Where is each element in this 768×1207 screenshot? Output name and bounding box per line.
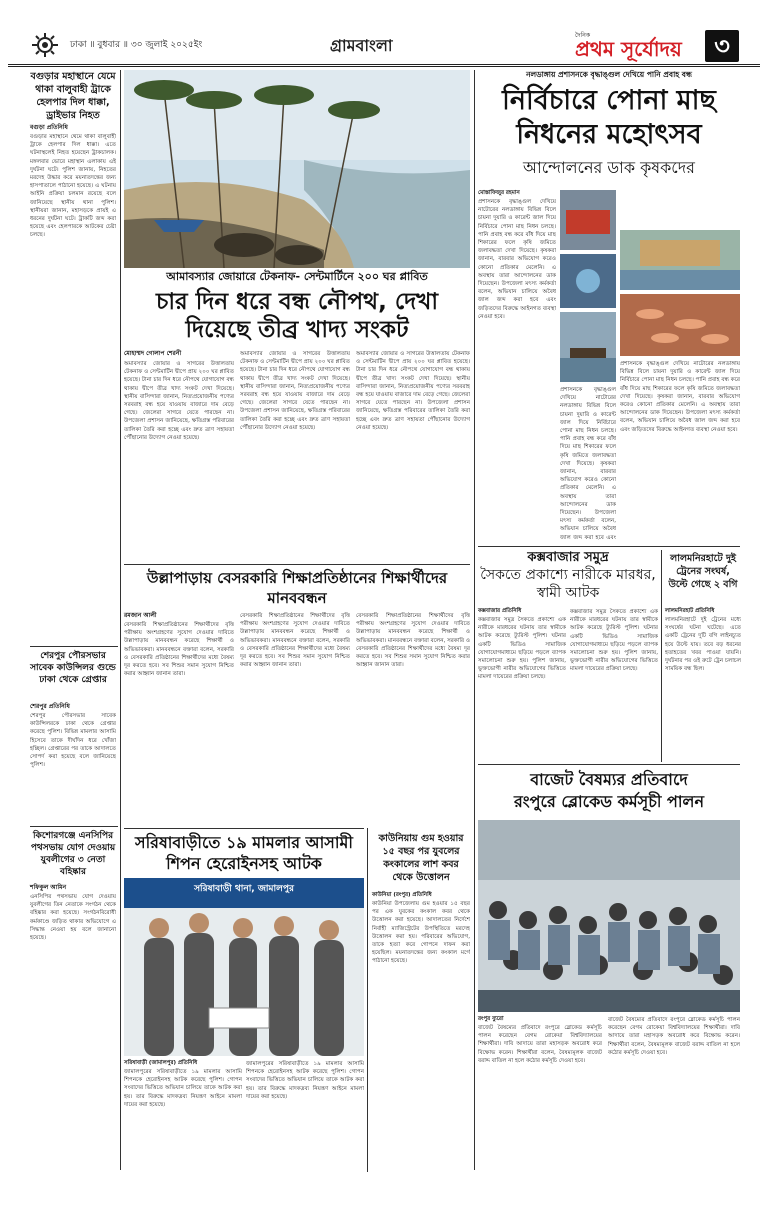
fish-subhead: আন্দোলনের ডাক কৃষকদের	[523, 158, 695, 177]
ullapara-body-col1: বেসরকারি শিক্ষাপ্রতিষ্ঠানের শিক্ষার্থীদের বৃত্তি পরীক্ষায় অংশগ্রহণের সুযোগ দেওয়ার দাবিতে উল্লাপাড়ায় মানববন্ধন করেছে শিক্ষার্থী ও অভিভাবকরা। মানববন্ধনে বক্তারা বলেন, সরকারি ও বেসরকারি প্রতিষ্ঠানের শিক্ষার্থীদের মধ্যে বৈষম্য দূর করতে হবে। সব শিশুর সমান সুযোগ নিশ্চিত করার আহ্বান জানান তারা।	[124, 622, 234, 678]
coxsbazar-byline: কক্সবাজার প্রতিনিধি	[478, 608, 522, 614]
rangpur-kicker: বাজেট বৈষম্যর প্রতিবাদে	[530, 770, 688, 789]
ullapara-body-col2: বেসরকারি শিক্ষাপ্রতিষ্ঠানের শিক্ষার্থীদের বৃত্তি পরীক্ষায় অংশগ্রহণের সুযোগ দেওয়ার দাবিতে উল্লাপাড়ায় মানববন্ধন করেছে শিক্ষার্থী ও অভিভাবকরা। মানববন্ধনে বক্তারা বলেন, সরকারি ও বেসরকারি প্রতিষ্ঠানের শিক্ষার্থীদের মধ্যে বৈষম্য দূর করতে হবে। সব শিশুর সমান সুযোগ নিশ্চিত করার আহ্বান জানান তারা।	[240, 613, 350, 669]
header-rule	[8, 64, 760, 65]
kishorganj-byline: শফিকুল আমিন	[30, 884, 67, 891]
fish-photo-5	[560, 312, 616, 382]
sarishabari-photo-sign: সরিষাবাড়ী থানা, জামালপুর	[194, 884, 294, 894]
sherpur-body: শেরপুর পৌরসভার সাবেক কাউন্সিলরকে ঢাকা থেকে গ্রেপ্তার করেছে পুলিশ। বিভিন্ন মামলার আসামি হিসেবে তাকে দীর্ঘদিন ধরে খোঁজা হচ্ছিল। গ্রেপ্তারের পর তাকে আদালতে সোপর্দ করা হয়েছে বলে জানিয়েছে পুলিশ।	[30, 713, 116, 769]
fish-headline: নির্বিচারে পোনা মাছ নিধনের মহোৎসব	[502, 85, 716, 150]
teknaf-byline: মোহাম্মদ গোলাপ শেরনী	[124, 350, 182, 357]
sarishabari-byline: সরিষাবাড়ী (জামালপুর) প্রতিনিধি	[124, 1060, 198, 1066]
sarishabari-body-col2: জামালপুরের সরিষাবাড়ীতে ১৯ মামলার আসামি শিপনকে হেরোইনসহ আটক করেছে পুলিশ। গোপন সংবাদের ভিত্তিতে অভিযান চালিয়ে তাকে আটক করা হয়। তার বিরুদ্ধে মাদকদ্রব্য নিয়ন্ত্রণ আইনে মামলা দায়ের করা হয়েছে।	[246, 1061, 364, 1100]
header-rule-2	[8, 66, 760, 67]
coxsbazar-body-col2: কক্সবাজার সমুদ্র সৈকতে প্রকাশ্যে এক নারীকে মারধরের ঘটনায় তার স্বামীকে আটক করেছে ট্যুরিস্ট পুলিশ। ঘটনার একটি ভিডিও সামাজিক যোগাযোগমাধ্যমে ছড়িয়ে পড়লে ব্যাপক সমালোচনা শুরু হয়। পুলিশ জানায়, ভুক্তভোগী নারীর অভিযোগের ভিত্তিতে মামলা দায়েরের প্রক্রিয়া চলছে।	[570, 609, 658, 673]
bogura-byline: বগুড়া প্রতিনিধি	[30, 124, 68, 131]
lalmonirhat-body: লালমনিরহাটে দুই ট্রেনের মধ্যে সংঘর্ষের ঘটনা ঘটেছে। এতে একটি ট্রেনের দুটি বগি লাইনচ্যুত হয়ে উল্টে যায়। তবে বড় ধরনের হতাহতের খবর পাওয়া যায়নি। দুর্ঘটনার পর ওই রুটে ট্রেন চলাচল সাময়িক বন্ধ ছিল।	[665, 617, 741, 673]
teknaf-photo	[124, 70, 470, 268]
ullapara-byline: রমজান আলী	[124, 612, 157, 619]
bogura-body: বগুড়ার মহাস্থানে থেমে থাকা বালুবাহী ট্রাকে হেলপার দিল ধাক্কা। এতে ঘটনাস্থলেই নিহত হয়েছেন ট্রাকচালক। মঙ্গলবার ভোরে মহাস্থান এলাকায় এই দুর্ঘটনা ঘটে। পুলিশ জানায়, নিহতের মরদেহ উদ্ধার করে ময়নাতদন্তের জন্য হাসপাতালে পাঠানো হয়েছে। এ ঘটনায় আইনি প্রক্রিয়া চলমান রয়েছে বলে জানিয়েছে স্থানীয় থানা পুলিশ। স্থানীয়রা জানান, মহাসড়কে প্রায়ই এ ধরনের দুর্ঘটনা ঘটে। ট্রাকটি জব্দ করা হয়েছে এবং হেলপারকে আটকের চেষ্টা চলছে।	[30, 134, 116, 239]
ullapara-body-col3: বেসরকারি শিক্ষাপ্রতিষ্ঠানের শিক্ষার্থীদের বৃত্তি পরীক্ষায় অংশগ্রহণের সুযোগ দেওয়ার দাবিতে উল্লাপাড়ায় মানববন্ধন করেছে শিক্ষার্থী ও অভিভাবকরা। মানববন্ধনে বক্তারা বলেন, সরকারি ও বেসরকারি প্রতিষ্ঠানের শিক্ষার্থীদের মধ্যে বৈষম্য দূর করতে হবে। সব শিশুর সমান সুযোগ নিশ্চিত করার আহ্বান জানান তারা।	[356, 613, 470, 669]
fish-body-col3: প্রশাসনকে বৃদ্ধাঙ্গুল দেখিয়ে নাটোরের নলডাঙ্গায় বিভিন্ন বিলে চায়না দুয়ারি ও কারেন্ট জাল দিয়ে নির্বিচারে পোনা মাছ নিধন চলছে। পানি প্রবাহ বন্ধ করে বাঁধ দিয়ে মাছ শিকারের ফলে কৃষি জমিতে জলাবদ্ধতা দেখা দিয়েছে। কৃষকরা জানান, বারবার অভিযোগ করেও কোনো প্রতিকার মেলেনি। এ অবস্থায় তারা আন্দোলনের ডাক দিয়েছেন। উপজেলা মৎস্য কর্মকর্তা বলেন, অভিযান চালিয়ে অবৈধ জাল জব্দ করা হবে এবং জড়িতদের বিরুদ্ধে আইনগত ব্যবস্থা নেওয়া হবে।	[620, 361, 740, 433]
masthead: প্রথম সূর্যোদয়	[575, 37, 682, 61]
fish-kicker: নলডাঙ্গায় প্রশাসনকে বৃদ্ধাঙ্গুল দেখিয়ে পানি প্রবাহ বন্ধ	[526, 70, 692, 79]
kaunia-body: কাউনিয়া উপজেলায় গুম হওয়ার ১৫ বছর পর এক যুবকের কংকাল কবর থেকে উত্তোলন করা হয়েছে। আদালতের নির্দেশে নির্বাহী ম্যাজিস্ট্রেটের উপস্থিতিতে মরদেহ উত্তোলন করা হয়। পরিবারের অভিযোগ, তাকে হত্যা করে গোপনে দাফন করা হয়েছিল। ময়নাতদন্তের জন্য কংকাল মর্গে পাঠানো হয়েছে।	[372, 901, 470, 965]
teknaf-body-col1: অমাবস্যার জোয়ার ও সাগরের উত্তালতায় টেকনাফ ও সেন্টমার্টিন দ্বীপে প্রায় ২০০ ঘর প্লাবিত হয়েছে। টানা চার দিন ধরে নৌপথে যোগাযোগ বন্ধ থাকায় দ্বীপে তীব্র খাদ্য সংকট দেখা দিয়েছে। স্থানীয় বাসিন্দারা জানান, নিত্যপ্রয়োজনীয় পণ্যের সরবরাহ বন্ধ হয়ে যাওয়ায় বাজারে দাম বেড়ে গেছে। জেলেরা সাগরে যেতে পারছেন না। উপজেলা প্রশাসন জানিয়েছে, ক্ষতিগ্রস্ত পরিবারের তালিকা তৈরি করা হচ্ছে এবং দ্রুত ত্রাণ সহায়তা পৌঁছানোর উদ্যোগ নেওয়া হয়েছে।	[124, 361, 234, 441]
ullapara-headline: উল্লাপাড়ায় বেসরকারি শিক্ষাপ্রতিষ্ঠানের শিক্ষার্থীদের মানববন্ধন	[146, 569, 448, 607]
column-rule	[474, 70, 475, 1170]
column-rule	[367, 828, 368, 1172]
lalmonirhat-headline: লালমনিরহাটে দুই ট্রেনের সংঘর্ষ, উল্টে গেছে ২ বগি	[668, 553, 738, 590]
teknaf-body-col3: অমাবস্যার জোয়ার ও সাগরের উত্তালতায় টেকনাফ ও সেন্টমার্টিন দ্বীপে প্রায় ২০০ ঘর প্লাবিত হয়েছে। টানা চার দিন ধরে নৌপথে যোগাযোগ বন্ধ থাকায় দ্বীপে তীব্র খাদ্য সংকট দেখা দিয়েছে। স্থানীয় বাসিন্দারা জানান, নিত্যপ্রয়োজনীয় পণ্যের সরবরাহ বন্ধ হয়ে যাওয়ায় বাজারে দাম বেড়ে গেছে। জেলেরা সাগরে যেতে পারছেন না। উপজেলা প্রশাসন জানিয়েছে, ক্ষতিগ্রস্ত পরিবারের তালিকা তৈরি করা হচ্ছে এবং দ্রুত ত্রাণ সহায়তা পৌঁছানোর উদ্যোগ নেওয়া হয়েছে।	[356, 351, 470, 431]
fish-photo-3	[620, 230, 740, 290]
section-title: গ্রামবাংলা	[330, 36, 393, 55]
rangpur-byline: রংপুর ব্যুরো	[478, 1016, 504, 1022]
bogura-headline: বগুড়ার মহাস্থানে যেমে থাকা বালুবাহী ট্রাকে হেলপার দিল ধাক্কা, ড্রাইভার নিহত	[30, 71, 116, 121]
divider	[124, 828, 364, 829]
fish-body-col1: প্রশাসনকে বৃদ্ধাঙ্গুল দেখিয়ে নাটোরের নলডাঙ্গায় বিভিন্ন বিলে চায়না দুয়ারি ও কারেন্ট জাল দিয়ে নির্বিচারে পোনা মাছ নিধন চলছে। পানি প্রবাহ বন্ধ করে বাঁধ দিয়ে মাছ শিকারের ফলে কৃষি জমিতে জলাবদ্ধতা দেখা দিয়েছে। কৃষকরা জানান, বারবার অভিযোগ করেও কোনো প্রতিকার মেলেনি। এ অবস্থায় তারা আন্দোলনের ডাক দিয়েছেন। উপজেলা মৎস্য কর্মকর্তা বলেন, অভিযান চালিয়ে অবৈধ জাল জব্দ করা হবে এবং জড়িতদের বিরুদ্ধে আইনগত ব্যবস্থা নেওয়া হবে।	[478, 199, 556, 320]
sherpur-headline: শেরপুর পৌরসভার সাবেক কাউন্সিলর গুন্ডে ঢাকা থেকে গ্রেপ্তার	[30, 651, 116, 685]
divider	[124, 564, 470, 565]
coxsbazar-headline-top: কক্সবাজার সমুদ্র	[527, 550, 609, 565]
column-rule	[661, 550, 662, 762]
teknaf-kicker: আমাবস্যার জোয়ারে টেকনাফ- সেন্টমার্টিনে ২০০ ঘর প্লাবিত	[166, 270, 428, 283]
rangpur-headline: রংপুরে ব্লোকেড কর্মসূচী পালন	[513, 792, 705, 811]
fish-photo-1	[560, 190, 616, 250]
divider	[30, 646, 118, 647]
rangpur-body-col2: বাজেট বৈষম্যের প্রতিবাদে রংপুরে ব্লোকেড কর্মসূচি পালন করেছেন বেগম রোকেয়া বিশ্ববিদ্যালয়ের শিক্ষার্থীরা। দাবি আদায়ে তারা মহাসড়ক অবরোধ করে বিক্ষোভ করেন। শিক্ষার্থীরা বলেন, বৈষম্যমূলক বাজেট বরাদ্দ বাতিল না হলে কঠোর কর্মসূচি দেওয়া হবে।	[608, 1017, 740, 1056]
column-rule	[120, 70, 121, 1170]
kishorganj-body: এনসিপির পথসভায় যোগ দেওয়ায় যুবলীগের তিন নেতাকে সংগঠন থেকে বহিষ্কার করা হয়েছে। সংগঠনবিরোধী কর্মকাণ্ডে জড়িত থাকার অভিযোগে এ সিদ্ধান্ত নেওয়া হয় বলে জানানো হয়েছে।	[30, 894, 116, 942]
kishorganj-headline: কিশোরগঞ্জে এনসিপির পথসভায় যোগ দেওয়ায় যুবলীগের ৩ নেতা বহিষ্কার	[30, 831, 116, 877]
fish-body-col2: প্রশাসনকে বৃদ্ধাঙ্গুল দেখিয়ে নাটোরের নলডাঙ্গায় বিভিন্ন বিলে চায়না দুয়ারি ও কারেন্ট জাল দিয়ে নির্বিচারে পোনা মাছ নিধন চলছে। পানি প্রবাহ বন্ধ করে বাঁধ দিয়ে মাছ শিকারের ফলে কৃষি জমিতে জলাবদ্ধতা দেখা দিয়েছে। কৃষকরা জানান, বারবার অভিযোগ করেও কোনো প্রতিকার মেলেনি। এ অবস্থায় তারা আন্দোলনের ডাক দিয়েছেন। উপজেলা মৎস্য কর্মকর্তা বলেন, অভিযান চালিয়ে অবৈধ জাল জব্দ করা হবে এবং	[560, 387, 616, 541]
divider	[30, 826, 118, 827]
kaunia-headline: কাউনিয়ায় গুম হওয়ার ১৫ বছর পর যুবলের কংকালের লাশ কবর থেকে উত্তোলন	[378, 833, 464, 883]
coxsbazar-body-col1: কক্সবাজার সমুদ্র সৈকতে প্রকাশ্যে এক নারীকে মারধরের ঘটনায় তার স্বামীকে আটক করেছে ট্যুরিস্ট পুলিশ। ঘটনার একটি ভিডিও সামাজিক যোগাযোগমাধ্যমে ছড়িয়ে পড়লে ব্যাপক সমালোচনা শুরু হয়। পুলিশ জানায়, ভুক্তভোগী নারীর অভিযোগের ভিত্তিতে মামলা দায়েরের প্রক্রিয়া চলছে।	[478, 617, 566, 681]
fish-byline: মোস্তাফিজুর রহমান	[478, 190, 520, 196]
coxsbazar-headline: সৈকতে প্রকাশ্যে নারীকে মারধর, স্বামী আটক	[480, 567, 656, 601]
sarishabari-body-col1: জামালপুরের সরিষাবাড়ীতে ১৯ মামলার আসামি শিপনকে হেরোইনসহ আটক করেছে পুলিশ। গোপন সংবাদের ভিত্তিতে অভিযান চালিয়ে তাকে আটক করা হয়। তার বিরুদ্ধে মাদকদ্রব্য নিয়ন্ত্রণ আইনে মামলা দায়ের করা হয়েছে।	[124, 1069, 242, 1108]
page-number: ৩	[705, 30, 739, 62]
sarishabari-photo	[124, 878, 364, 1056]
masthead-small: দৈনিক	[575, 32, 591, 39]
divider	[478, 546, 740, 547]
kaunia-byline: কাউনিয়া (রংপুর) প্রতিনিধি	[372, 892, 432, 898]
lalmonirhat-byline: লালমনিরহাট প্রতিনিধি	[665, 608, 715, 614]
rangpur-photo	[478, 820, 740, 1012]
sherpur-byline: শেরপুর প্রতিনিধি	[30, 703, 70, 710]
teknaf-headline: চার দিন ধরে বন্ধ নৌপথ, দেখা দিয়েছে তীব্র খাদ্য সংকট	[155, 289, 439, 343]
divider	[478, 764, 740, 765]
sarishabari-headline: সরিষাবাড়ীতে ১৯ মামলার আসামী শিপন হেরোইনসহ আটক	[135, 833, 353, 873]
teknaf-body-col2: অমাবস্যার জোয়ার ও সাগরের উত্তালতায় টেকনাফ ও সেন্টমার্টিন দ্বীপে প্রায় ২০০ ঘর প্লাবিত হয়েছে। টানা চার দিন ধরে নৌপথে যোগাযোগ বন্ধ থাকায় দ্বীপে তীব্র খাদ্য সংকট দেখা দিয়েছে। স্থানীয় বাসিন্দারা জানান, নিত্যপ্রয়োজনীয় পণ্যের সরবরাহ বন্ধ হয়ে যাওয়ায় বাজারে দাম বেড়ে গেছে। জেলেরা সাগরে যেতে পারছেন না। উপজেলা প্রশাসন জানিয়েছে, ক্ষতিগ্রস্ত পরিবারের তালিকা তৈরি করা হচ্ছে এবং দ্রুত ত্রাণ সহায়তা পৌঁছানোর উদ্যোগ নেওয়া হয়েছে।	[240, 351, 350, 431]
fish-photo-4	[620, 294, 740, 356]
rangpur-body-col1: বাজেট বৈষম্যের প্রতিবাদে রংপুরে ব্লোকেড কর্মসূচি পালন করেছেন বেগম রোকেয়া বিশ্ববিদ্যালয়ের শিক্ষার্থীরা। দাবি আদায়ে তারা মহাসড়ক অবরোধ করে বিক্ষোভ করেন। শিক্ষার্থীরা বলেন, বৈষম্যমূলক বাজেট বরাদ্দ বাতিল না হলে কঠোর কর্মসূচি দেওয়া হবে।	[478, 1025, 602, 1064]
dateline: ঢাকা ॥ বুধবার ॥ ৩০ জুলাই ২০২৫ইং	[70, 40, 203, 50]
logo-emblem-icon	[30, 32, 60, 58]
fish-photo-2	[560, 254, 616, 308]
